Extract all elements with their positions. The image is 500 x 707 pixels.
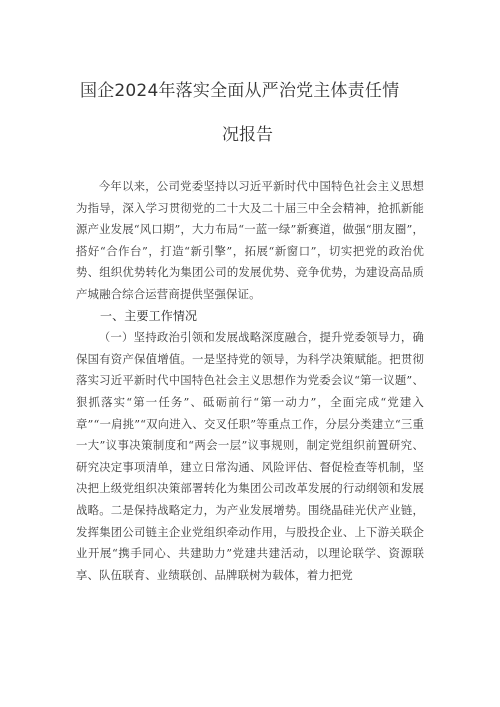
section-1-heading: 一、主要工作情况	[100, 308, 198, 323]
section-1-paragraph: （一）坚持政治引领和发展战略深度融合，提升党委领导力，确保国有资产保值增值。一是坚持党的领导，为科学决策赋能。把贯彻落实习近平新时代中国特色社会主义思想作为党委会议“第一议题”、狠抓落实“第一任务”、砥砺前行“第一动力”，全面完成“党建入章”“一肩挑”“双向进入、交叉任职”等重点工作，分层分类建立“三重一大”议事决策制度和“两会一层”议事规则，制定党组织前置研究、研究决定事项清单，建立日常沟通、风险评估、督促检查等机制，坚决把上级党组织决策部署转化为集团公司改革发展的行动纲领和发展战略。二是保持战略定力，为产业发展增势。围绕晶硅光伏产业链，发挥集团公司链主企业党组织牵动作用，与股投企业、上下游关联企业开展“携手同心、共建助力”党建共建活动，以理论联学、资源联享、队伍联育、业绩联创、品牌联树为载体，着力把党	[76, 330, 424, 582]
intro-paragraph: 今年以来，公司党委坚持以习近平新时代中国特色社会主义思想为指导，深入学习贯彻党的二十大及二十届三中全会精神，抢抓新能源产业发展“风口期”，大力布局“一蓝一绿”新赛道，做强“朋友圈”，搭好“合作台”，打造“新引擎”，拓展“新窗口”，切实把党的政治优势、组织优势转化为集团公司的发展优势、竞争优势，为建设高品质产城融合综合运营商提供坚强保证。	[76, 179, 424, 301]
document-title-line-1: 国企2024年落实全面从严治党主体责任情	[80, 81, 400, 101]
document-body	[76, 176, 424, 586]
document-title-line-2: 况报告	[222, 125, 273, 145]
